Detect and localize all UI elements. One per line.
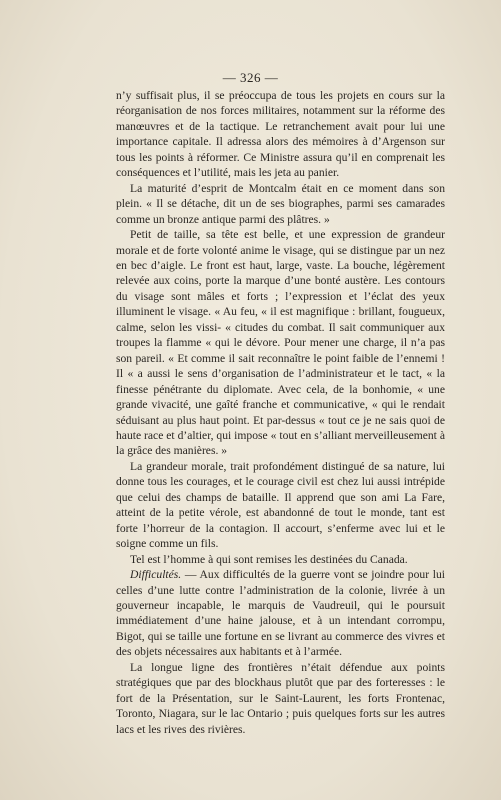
paragraph-6-text: — Aux difficultés de la guerre vont se joindre pour lui celles d’une lutte contre l’administration de la colonie, livrée à un gouverneur incapable, le marquis de Vaudreuil, qui le poursuit immédiatement d’une haine jalouse, et à un intendant corrompu, Bigot, qui se taille une fortune en se livrant au commerce des vivres et des objets nécessaires aux habitants et à l’armée.: [116, 568, 445, 659]
paragraph-5: Tel est l’homme à qui sont remises les destinées du Canada.: [130, 552, 408, 566]
body-text: [116, 88, 445, 737]
paragraph-4: La grandeur morale, trait profondément distingué de sa nature, lui donne tous les courages, et le courage civil est chez lui aussi intrépide que celui des champs de bataille. Il apprend que son ami La Fare, atteint de la petite vérole, est abandonné de tout le monde, tant est forte l’horreur de la contagion. Il accourt, s’enferme avec lui et le soigne comme un fils.: [116, 459, 445, 551]
paragraph-1: n’y suffisait plus, il se préoccupa de tous les projets en cours sur la réorganisation de nos forces militaires, notamment sur la réforme des manœuvres et de la tactique. Le retranchement avait pour lui une importance capitale. Il adressa alors des mémoires à d’Argenson sur tous les points à réformer. Ce Ministre assura qu’il en comprenait les conséquences et l’utilité, mais les jeta au panier.: [116, 89, 445, 180]
paragraph-7: La longue ligne des frontières n’était défendue aux points stratégiques que par des blockhaus plutôt que par des forteresses : le fort de la Présentation, sur le Saint-Laurent, les forts Frontenac, Toronto, Niagara, sur le lac Ontario ; puis quelques forts sur les autres lacs et les rives des rivières.: [116, 660, 445, 736]
section-heading-difficultes: Difficultés.: [130, 568, 182, 582]
paragraph-2: La maturité d’esprit de Montcalm était en ce moment dans son plein. « Il se détache, dit un de ses biographes, parmi ses camarades comme un bronze antique parmi des plâtres. »: [116, 181, 445, 226]
paragraph-6: [116, 567, 445, 660]
paragraph-3: Petit de taille, sa tête est belle, et une expression de grandeur morale et de forte volonté anime le visage, qui se distingue par un nez en bec d’aigle. Le front est haut, large, vaste. La bouche, légèrement relevée aux coins, porte la marque d’une bonté austère. Les contours du visage sont mâles et forts ; l’expression et l’éclat des yeux illuminent le visage. « Au feu, « il est magnifique : brillant, fougueux, calme, selon les vissi- « citudes du combat. Il sait communiquer aux troupes la flamme « qui le dévore. Pour mener une charge, il n’a pas son pareil. « Et comme il sait reconnaître le point faible de l’ennemi ! Il « a aussi le sens d’organisation de l’administrateur et le tact, « la finesse pénétrante du diplomate. Avec cela, de la bonhomie, « une grande vivacité, une gaîté franche et communicative, « qui le rendait séduisant au plus haut point. Et par-dessus « tout ce je ne sais quoi de haute race et d’altier, qui impose « tout en s’alliant merveilleusement à la grâce des manières. »: [116, 228, 445, 458]
page-number: — 326 —: [222, 70, 279, 85]
